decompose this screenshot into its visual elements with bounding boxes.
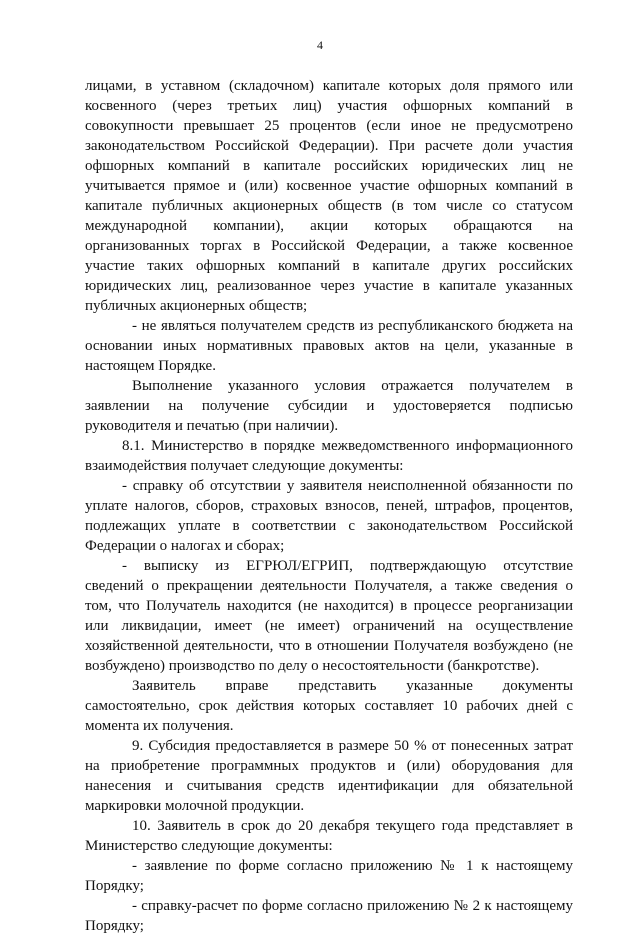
text-line: подлежащих уплате в соответствии с законодательством Российской: [85, 518, 573, 534]
text-line: - справку об отсутствии у заявителя неисполненной обязанности по: [122, 478, 573, 494]
text-line: Порядку;: [85, 878, 144, 894]
text-line: взаимодействия получает следующие документы:: [85, 458, 404, 474]
text-line: хозяйственной деятельности, что в отношении Получателя возбуждено (не: [85, 638, 573, 654]
text-line: - не являться получателем средств из республиканского бюджета на: [132, 318, 573, 334]
text-line: - заявление по форме согласно приложению № 1 к настоящему: [132, 858, 573, 874]
text-line: уплате налогов, сборов, страховых взносов, пеней, штрафов, процентов,: [85, 498, 573, 514]
text-line: заявлении на получение субсидии и удостоверяется подписью: [85, 398, 573, 414]
text-line: юридических лиц, реализованное через участие в капитале указанных: [85, 278, 573, 294]
text-line: Министерство следующие документы:: [85, 838, 333, 854]
page-number: 4: [317, 38, 323, 52]
text-line: - выписку из ЕГРЮЛ/ЕГРИП, подтверждающую отсутствие: [122, 558, 573, 574]
text-line: лицами, в уставном (складочном) капитале которых доля прямого или: [85, 78, 573, 94]
text-line: маркировки молочной продукции.: [85, 798, 305, 814]
text-line: самостоятельно, срок действия которых составляет 10 рабочих дней с: [85, 698, 573, 714]
text-line: учитывается прямое и (или) косвенное участие офшорных компаний в: [85, 178, 573, 194]
text-line: момента их получения.: [85, 718, 234, 734]
text-line: международной компании), акции которых обращаются на: [85, 218, 573, 234]
text-line: косвенного (через третьих лиц) участия офшорных компаний в: [85, 98, 573, 114]
text-line: на приобретение программных продуктов и (или) оборудования для: [85, 758, 573, 774]
text-line: 10. Заявитель в срок до 20 декабря текущего года представляет в: [132, 818, 573, 834]
text-line: 8.1. Министерство в порядке межведомственного информационного: [122, 438, 573, 454]
text-line: участие таких офшорных компаний в капитале других российских: [85, 258, 573, 274]
text-line: Порядку;: [85, 918, 144, 934]
text-line: - справку-расчет по форме согласно приложению № 2 к настоящему: [132, 898, 573, 914]
text-line: публичных акционерных обществ;: [85, 298, 308, 314]
text-line: организованных торгах в Российской Федерации, а также косвенное: [85, 238, 573, 254]
text-line: том, что Получатель находится (не находится) в процессе реорганизации: [85, 598, 573, 614]
text-line: настоящем Порядке.: [85, 358, 216, 374]
text-line: Заявитель вправе представить указанные документы: [132, 678, 573, 694]
document-body: [85, 76, 573, 936]
text-line: законодательством Российской Федерации). При расчете доли участия: [85, 138, 573, 154]
text-line: Выполнение указанного условия отражается получателем в: [132, 378, 573, 394]
text-line: или ликвидации, имеет (не имеет) ограничений на осуществление: [85, 618, 573, 634]
text-line: Федерации о налогах и сборах;: [85, 538, 285, 554]
text-line: руководителя и печатью (при наличии).: [85, 418, 339, 434]
text-line: основании иных нормативных правовых актов на цели, указанные в: [85, 338, 573, 354]
text-line: офшорных компаний в капитале российских юридических лиц не: [85, 158, 573, 174]
text-line: нанесения и считывания средств идентификации для обязательной: [85, 778, 573, 794]
text-line: совокупности превышает 25 процентов (если иное не предусмотрено: [85, 118, 573, 134]
text-line: капитале публичных акционерных обществ (в том числе со статусом: [85, 198, 573, 214]
text-line: 9. Субсидия предоставляется в размере 50 % от понесенных затрат: [132, 738, 573, 754]
text-line: сведений о прекращении деятельности Получателя, а также сведения о: [85, 578, 573, 594]
text-line: возбуждено) производство по делу о несостоятельности (банкротстве).: [85, 658, 540, 674]
